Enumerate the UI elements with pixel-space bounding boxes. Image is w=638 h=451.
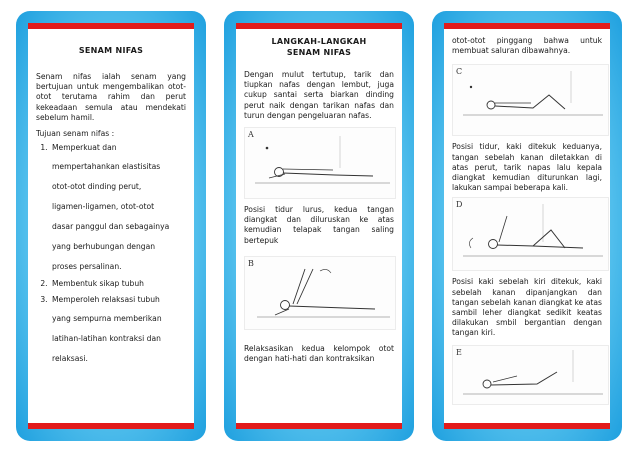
list-line: 3. Memperoleh relaksasi tubuh <box>52 295 160 305</box>
list-line: latihan-latihan kontraksi dan <box>52 334 161 344</box>
intro-paragraph: Senam nifas ialah senam yang bertujuan untuk mengembalikan otot-otot terutama rahim dan perut kekeadaan semula atau mendekati sebelum hamil. <box>36 72 186 122</box>
figure-label: E <box>456 347 462 357</box>
lying-figure-illustration <box>245 128 395 198</box>
step-a-text: Posisi tidur lurus, kedua tangan diangkat dan diluruskan ke atas kemudian telapak tangan saling bertepuk <box>244 205 394 245</box>
panel-steps-card <box>236 23 402 429</box>
list-line: otot-otot dinding perut, <box>52 182 142 192</box>
steps-title-line1: LANGKAH-LANGKAH <box>271 37 367 46</box>
list-line: yang berhubungan dengan <box>52 242 156 252</box>
purpose-list <box>36 141 186 369</box>
step-d-text: Posisi kaki sebelah kiri ditekuk, kaki sebelah kanan dipanjangkan dan tangan sebelah kanan diangkat ke atas sambil leher diangkat sedikit keatas dilakukan smbil bergantian dengan tangan kiri. <box>452 277 602 338</box>
knees-bent-illustration <box>453 65 608 135</box>
list-line: relaksasi. <box>52 354 88 364</box>
panel-steps-continued <box>432 11 622 441</box>
arms-raised-illustration <box>245 257 395 329</box>
step-c-text: Posisi tidur, kaki ditekuk keduanya, tangan sebelah kanan diletakkan di atas perut, tarik napas lalu kepala diangkat kemudian diturunkan lagi, lakukan sampai beberapa kali. <box>452 142 602 193</box>
panel-steps <box>224 11 414 441</box>
figure-label: B <box>248 258 254 268</box>
figure-label: A <box>248 130 254 140</box>
figure-label: D <box>456 200 463 210</box>
list-item <box>50 141 186 277</box>
exercise-figure-a <box>244 127 396 199</box>
list-line: mempertahankan elastisitas <box>52 162 161 172</box>
exercise-figure-d <box>452 197 609 271</box>
list-line: 2. Membentuk sikap tubuh <box>52 279 144 289</box>
panel-intro-title: SENAM NIFAS <box>78 46 144 55</box>
panel-steps-continued-card <box>444 23 610 429</box>
arm-stretch-illustration <box>453 346 608 404</box>
exercise-figure-c <box>452 64 609 136</box>
exercise-figure-e <box>452 345 609 405</box>
breathing-paragraph: Dengan mulut tertutup, tarik dan tiupkan nafas dengan lembut, juga cukup santai serta biarkan dinding perut naik dengan tarikan nafas dan turun dengan pengeluaran nafas. <box>244 70 394 120</box>
purpose-heading: Tujuan senam nifas : <box>36 129 115 139</box>
continued-paragraph: otot-otot pinggang bahwa untuk membuat saluran dibawahnya. <box>452 36 602 56</box>
panel-intro <box>16 11 206 441</box>
list-line: dasar panggul dan sebagainya <box>52 222 170 232</box>
step-b-text: Relaksasikan kedua kelompok otot dengan hati-hati dan kontraksikan <box>244 343 394 364</box>
exercise-figure-b <box>244 256 396 330</box>
steps-title-line2: SENAM NIFAS <box>286 48 352 57</box>
list-line: yang sempurna memberikan <box>52 314 162 324</box>
list-line: 1. Memperkuat dan <box>52 143 117 153</box>
figure-label: C <box>456 67 463 77</box>
leg-raise-illustration <box>453 198 608 270</box>
list-line: proses persalinan. <box>52 262 122 272</box>
panel-intro-card <box>28 23 194 429</box>
list-item <box>50 277 186 291</box>
list-item <box>50 293 186 369</box>
list-line: ligamen-ligamen, otot-otot <box>52 202 155 212</box>
